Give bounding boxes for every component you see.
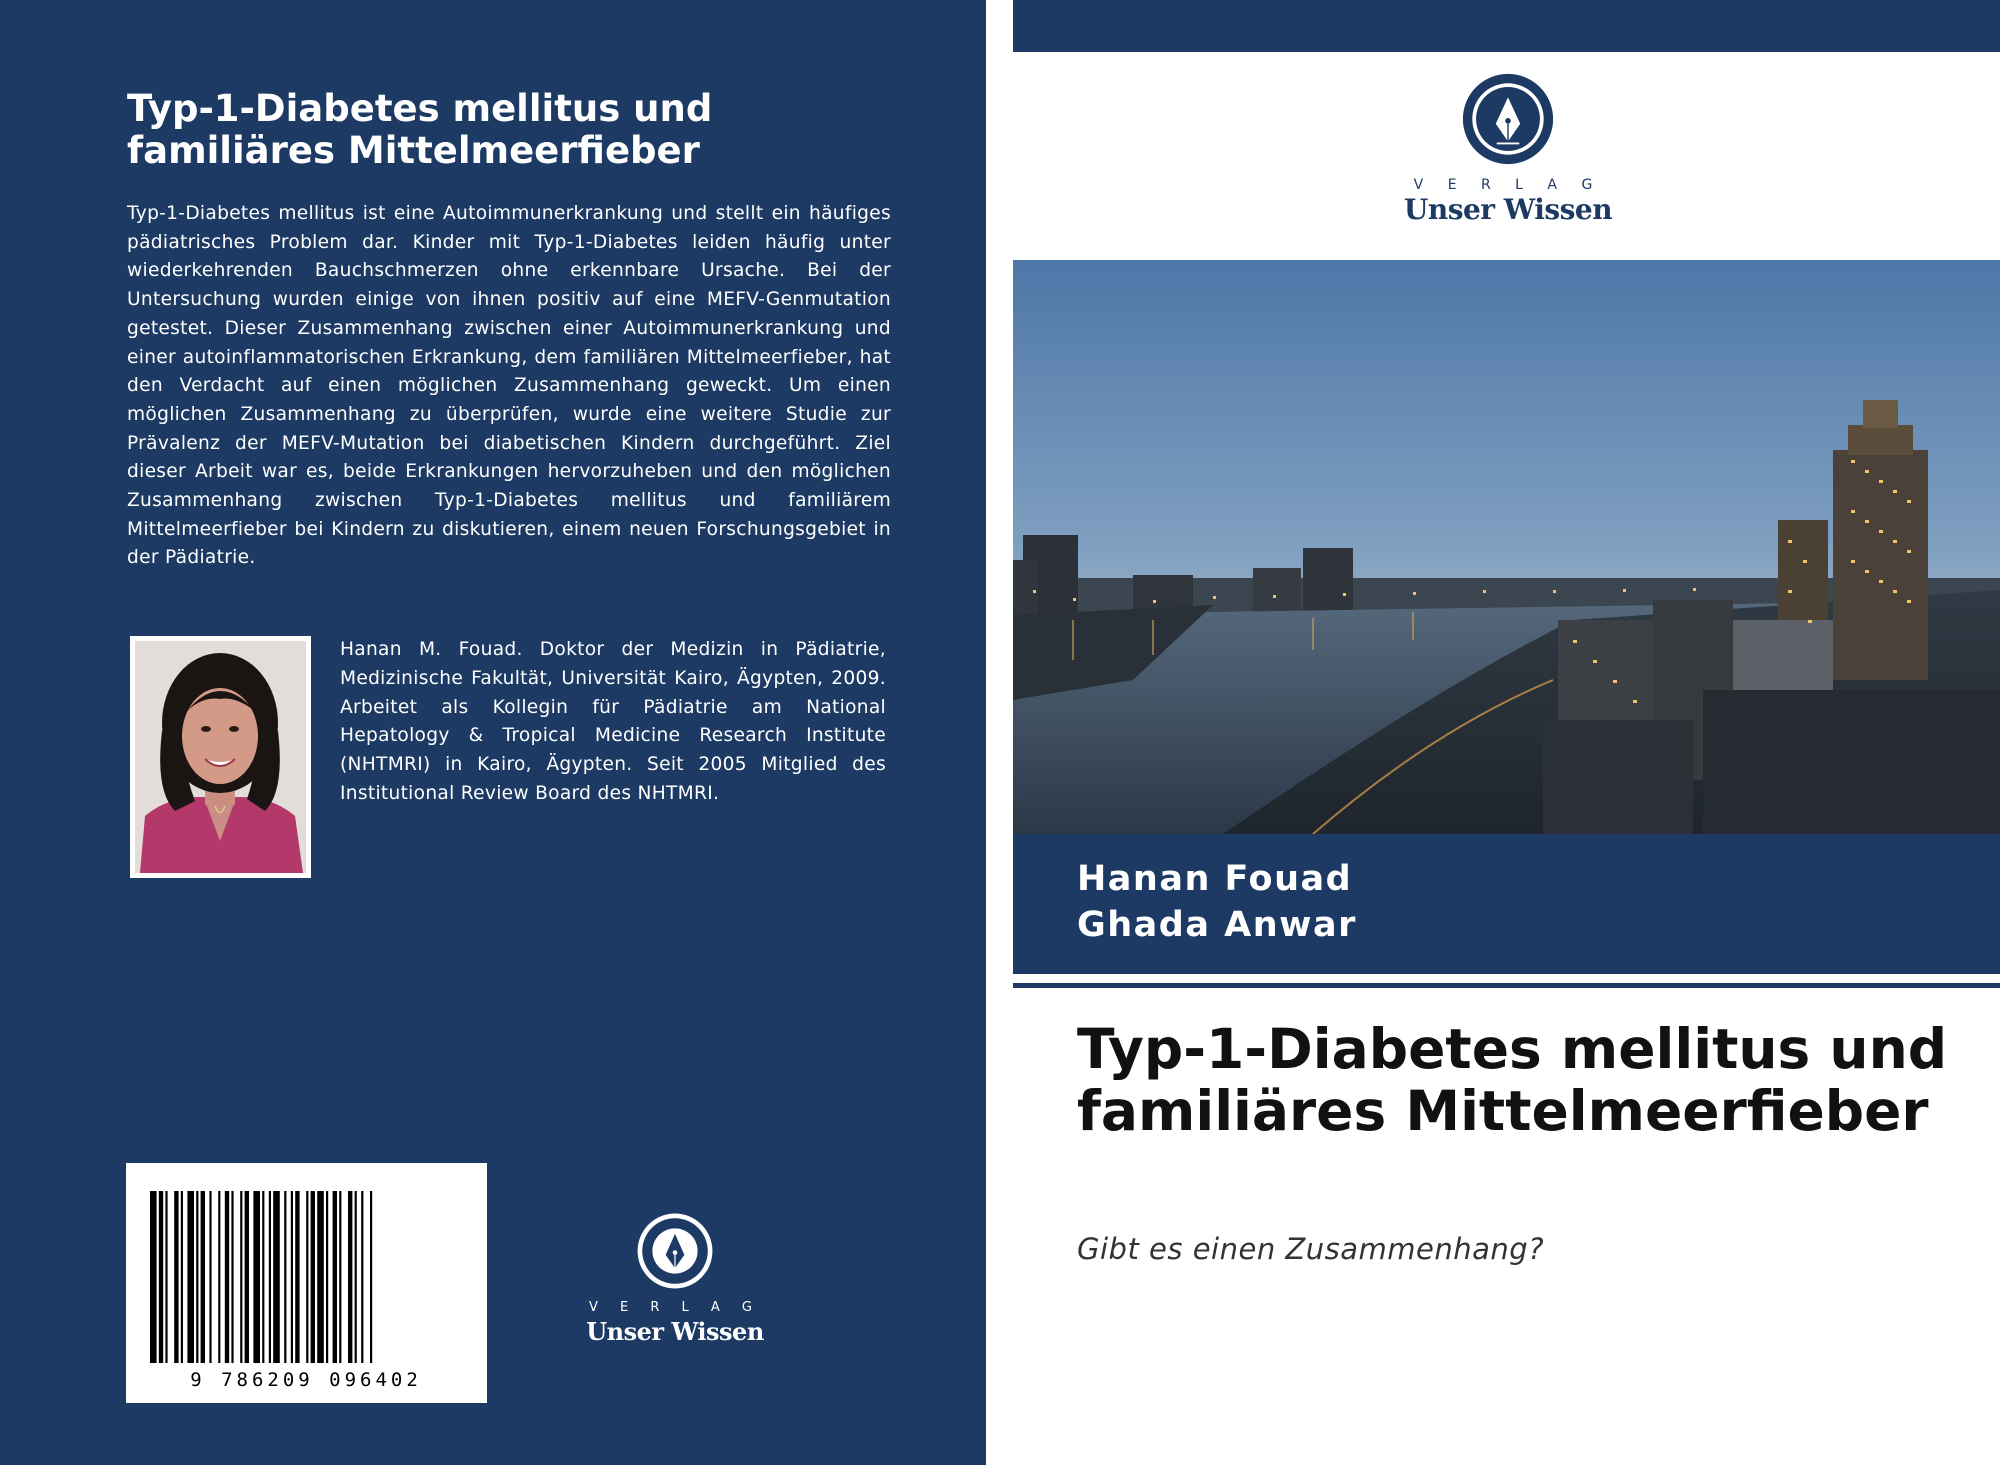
- book-title: Typ-1-Diabetes mellitus und familiäres Mittelmeerfieber: [1077, 1017, 1948, 1143]
- barcode-bar: [355, 1191, 357, 1363]
- barcode-bar: [269, 1191, 271, 1363]
- author-name-1: Hanan Fouad: [1077, 859, 1353, 899]
- barcode-bar: [311, 1191, 315, 1363]
- barcode-bar: [370, 1191, 372, 1363]
- book-subtitle: Gibt es einen Zusammenhang?: [1077, 1232, 1545, 1266]
- barcode-bar: [295, 1191, 299, 1363]
- back-publisher-logo: [575, 1212, 775, 1346]
- barcode-bar: [262, 1191, 264, 1363]
- fountain-pen-nib-seal-icon: [636, 1212, 714, 1290]
- back-cover: [0, 0, 986, 1465]
- barcode-bar: [159, 1191, 163, 1363]
- back-cover-title: Typ-1-Diabetes mellitus und familiäres Mittelmeerfieber: [127, 87, 713, 172]
- barcode-bar: [181, 1191, 183, 1363]
- barcode-bar: [273, 1191, 280, 1363]
- barcode-bar: [291, 1191, 293, 1363]
- publisher-name: Unser Wissen: [1403, 193, 1613, 226]
- front-publisher-logo: [1383, 72, 1633, 226]
- front-cover: [1013, 0, 2000, 1465]
- barcode-bar: [245, 1191, 249, 1363]
- authors-band: [1013, 834, 2000, 974]
- barcode-bar: [284, 1191, 286, 1363]
- title-divider: [1013, 983, 2000, 988]
- publisher-verlag-label: V E R L A G: [588, 1300, 761, 1315]
- author-bio: Hanan M. Fouad. Doktor der Medizin in Pädiatrie, Medizinische Fakultät, Universität Kairo, Ägypten, 2009. Arbeitet als Kollegin für Pädiatrie am National Hepatology & Tropical Medicine Research Institute (NHTMRI) in Kairo, Ägypten. Seit 2005 Mitglied des Institutional Review Board des NHTMRI.: [340, 639, 886, 804]
- barcode-bar: [150, 1191, 157, 1363]
- barcode-bar: [317, 1191, 324, 1363]
- barcode-bar: [225, 1191, 229, 1363]
- isbn-barcode: [126, 1163, 487, 1403]
- back-cover-blurb: Typ-1-Diabetes mellitus ist eine Autoimmunerkrankung und stellt ein häufiges pädiatrisches Problem dar. Kinder mit Typ-1-Diabetes leiden häufig unter wiederkehrenden Bauchschmerzen ohne erkennbare Ursache. Bei der Untersuchung wurden einige von ihnen positiv auf eine MEFV-Genmutation getestet. Dieser Zusammenhang zwischen einer Autoimmunerkrankung und einer autoinflammatorischen Erkrankung, dem familiären Mittelmeerfieber, hat den Verdacht auf einen möglichen Zusammenhang geweckt. Um einen möglichen Zusammenhang zu überprüfen, wurde eine weitere Studie zur Prävalenz der MEFV-Mutation bei diabetischen Kindern durchgeführt. Ziel dieser Arbeit war es, beide Erkrankungen hervorzuheben und den möglichen Zusammenhang zwischen Typ-1-Diabetes mellitus und familiärem Mittelmeerfieber bei Kindern zu diskutieren, einem neuen Forschungsgebiet in der Pädiatrie.: [127, 203, 891, 569]
- fountain-pen-nib-seal-icon: [1461, 72, 1555, 166]
- barcode-bar: [306, 1191, 308, 1363]
- author-portrait: [130, 636, 311, 878]
- barcode-bar: [174, 1191, 178, 1363]
- barcode-bar: [361, 1191, 363, 1363]
- barcode-bar: [231, 1191, 233, 1363]
- publisher-name: Unser Wissen: [586, 1317, 764, 1346]
- barcode-bar: [253, 1191, 260, 1363]
- barcode-bar: [339, 1191, 341, 1363]
- barcode-bar: [209, 1191, 211, 1363]
- barcode-bar: [187, 1191, 194, 1363]
- barcode-bar: [333, 1191, 337, 1363]
- top-band: [1013, 0, 2000, 52]
- publisher-verlag-label: V E R L A G: [1413, 177, 1603, 193]
- barcode-bar: [165, 1191, 167, 1363]
- city-night-photo: [1013, 260, 2000, 834]
- barcode-bar: [196, 1191, 198, 1363]
- isbn-digits: 9 786209 096402: [190, 1369, 422, 1391]
- barcode-bar: [201, 1191, 205, 1363]
- barcode-bar: [240, 1191, 242, 1363]
- barcode-bar: [326, 1191, 328, 1363]
- author-name-2: Ghada Anwar: [1077, 905, 1357, 945]
- barcode-bar: [218, 1191, 220, 1363]
- barcode-bar: [348, 1191, 352, 1363]
